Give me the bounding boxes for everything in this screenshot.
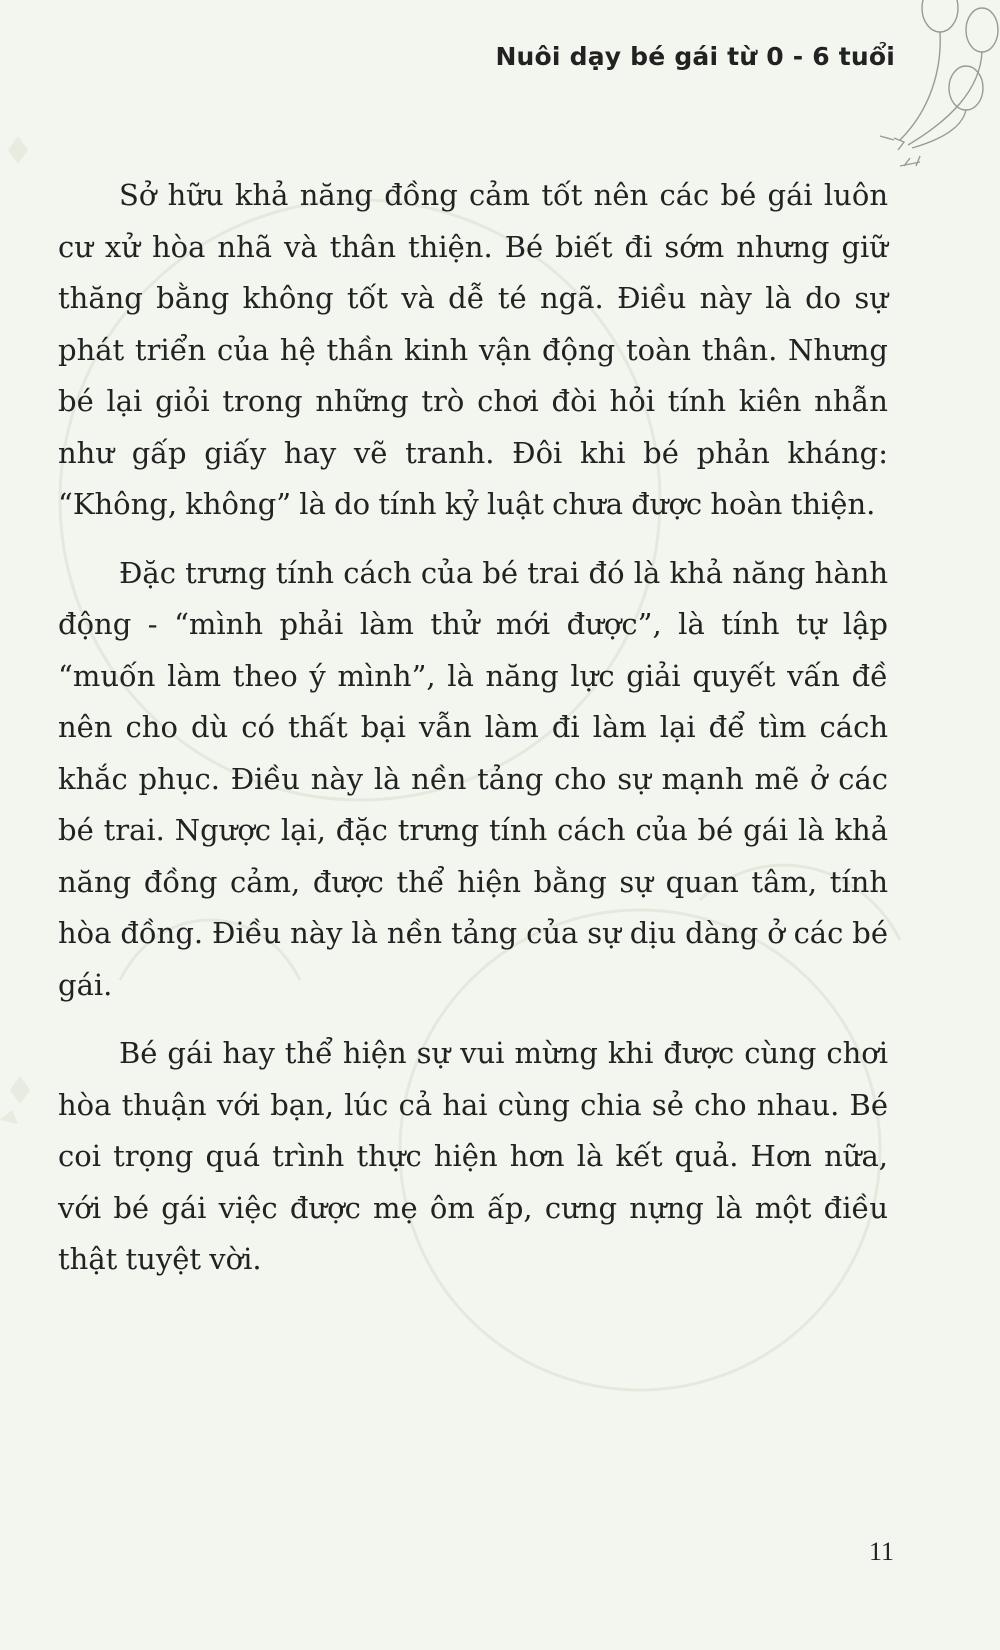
body-text bbox=[58, 170, 888, 1303]
paragraph-1: Sở hữu khả năng đồng cảm tốt nên các bé gái luôn cư xử hòa nhã và thân thiện. Bé biết đi sớm nhưng giữ thăng bằng không tốt và dễ té ngã. Điều này là do sự phát triển của hệ thần kinh vận động toàn thân. Nhưng bé lại giỏi trong những trò chơi đòi hỏi tính kiên nhẫn như gấp giấy hay vẽ tranh. Đôi khi bé phản kháng: “Không, không” là do tính kỷ luật chưa được hoàn thiện. bbox=[58, 178, 888, 521]
running-header: Nuôi dạy bé gái từ 0 - 6 tuổi bbox=[495, 42, 895, 71]
paragraph-2: Đặc trưng tính cách của bé trai đó là khả năng hành động - “mình phải làm thử mới được”, là tính tự lập “muốn làm theo ý mình”, là năng lực giải quyết vấn đề nên cho dù có thất bại vẫn làm đi làm lại để tìm cách khắc phục. Điều này là nền tảng cho sự mạnh mẽ ở các bé trai. Ngược lại, đặc trưng tính cách của bé gái là khả năng đồng cảm, được thể hiện bằng sự quan tâm, tính hòa đồng. Điều này là nền tảng của sự dịu dàng ở các bé gái. bbox=[58, 555, 888, 1002]
paragraph-3: Bé gái hay thể hiện sự vui mừng khi được cùng chơi hòa thuận với bạn, lúc cả hai cùng chia sẻ cho nhau. Bé coi trọng quá trình thực hiện hơn là kết quả. Hơn nữa, với bé gái việc được mẹ ôm ấp, cưng nựng là một điều thật tuyệt vời. bbox=[58, 1036, 888, 1276]
balloons-icon bbox=[870, 0, 1000, 180]
page-number: 11 bbox=[868, 1537, 894, 1566]
